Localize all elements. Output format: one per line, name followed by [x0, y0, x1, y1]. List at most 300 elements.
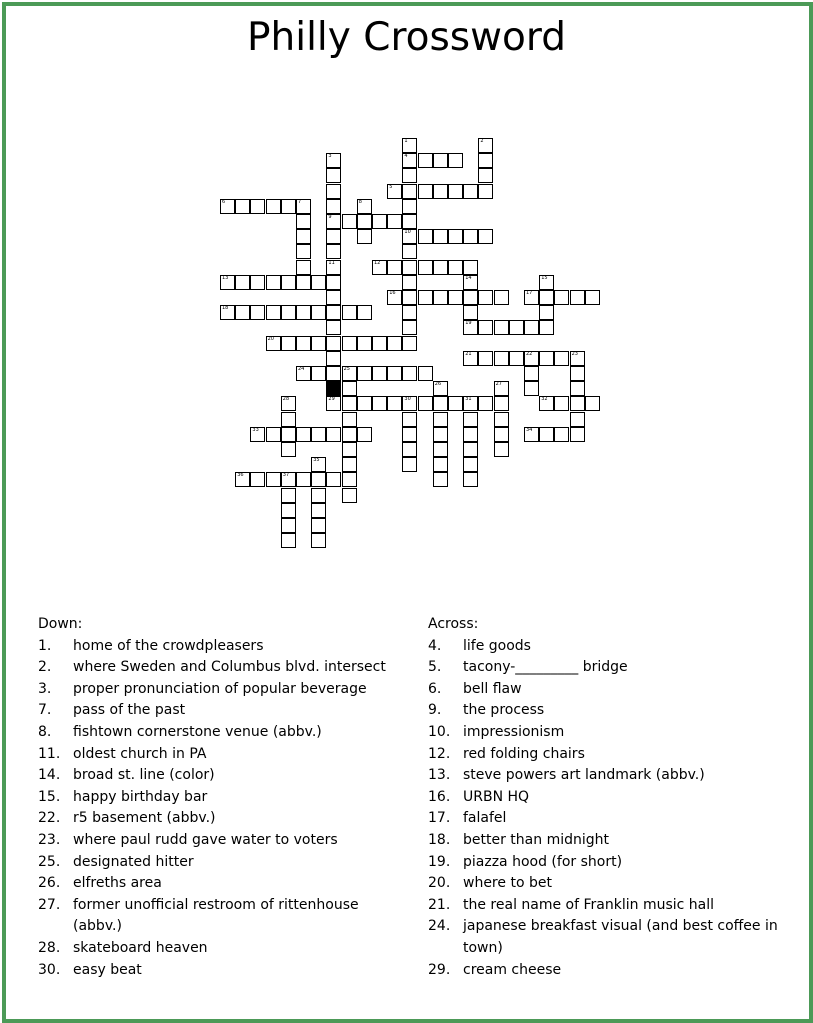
- grid-cell[interactable]: [418, 260, 433, 275]
- cell-number: 35: [313, 457, 320, 464]
- cell-number: 22: [526, 350, 533, 357]
- cell-number: 6: [222, 198, 226, 205]
- grid-cell[interactable]: [448, 396, 463, 411]
- grid-cell[interactable]: [554, 351, 569, 366]
- cell-number: 15: [541, 274, 548, 281]
- grid-cell[interactable]: [478, 168, 493, 183]
- grid-cell[interactable]: [494, 351, 509, 366]
- clue-number: 9.: [428, 702, 442, 719]
- grid-cell[interactable]: [402, 199, 417, 214]
- grid-cell[interactable]: [311, 305, 326, 320]
- grid-cell[interactable]: [326, 320, 341, 335]
- grid-cell[interactable]: [448, 290, 463, 305]
- cell-number: 17: [526, 290, 533, 296]
- grid-cell[interactable]: [326, 229, 341, 244]
- clue-text: steve powers art landmark (abbv.): [463, 767, 705, 784]
- clue-number: 10.: [428, 723, 451, 740]
- grid-cell[interactable]: [235, 199, 250, 214]
- clue-number: 18.: [428, 831, 451, 848]
- grid-cell[interactable]: [433, 184, 448, 199]
- clue-text: URBN HQ: [463, 788, 530, 805]
- grid-cell[interactable]: [372, 366, 387, 381]
- grid-cell[interactable]: [296, 275, 311, 290]
- down-clue: [38, 636, 408, 658]
- grid-cell[interactable]: [463, 320, 478, 335]
- clue-number: 20.: [428, 875, 451, 892]
- grid-cell[interactable]: [357, 305, 372, 320]
- grid-cell[interactable]: [326, 472, 341, 487]
- grid-cell[interactable]: [342, 366, 357, 381]
- cell-number: 23: [571, 350, 578, 357]
- grid-cell[interactable]: [402, 214, 417, 229]
- clue-number: 8.: [38, 723, 52, 740]
- grid-cell[interactable]: [387, 396, 402, 411]
- grid-cell[interactable]: [463, 396, 478, 411]
- grid-cell[interactable]: [494, 381, 509, 396]
- grid-cell[interactable]: [250, 427, 265, 442]
- grid-cell[interactable]: [357, 396, 372, 411]
- grid-cell[interactable]: [402, 138, 417, 153]
- grid-cell[interactable]: [433, 412, 448, 427]
- grid-cell[interactable]: [250, 472, 265, 487]
- clue-text: life goods: [463, 637, 531, 654]
- grid-cell[interactable]: [311, 503, 326, 518]
- down-clue: [38, 765, 408, 787]
- grid-cell[interactable]: [311, 336, 326, 351]
- clue-text: the process: [463, 702, 545, 719]
- cell-number: 4: [404, 153, 408, 160]
- grid-cell[interactable]: [418, 153, 433, 168]
- grid-cell[interactable]: [539, 427, 554, 442]
- grid-cell[interactable]: [342, 488, 357, 503]
- grid-cell[interactable]: [478, 184, 493, 199]
- grid-cell[interactable]: [266, 427, 281, 442]
- cell-number: 20: [267, 335, 274, 342]
- grid-cell[interactable]: [342, 472, 357, 487]
- across-clue: [428, 787, 778, 809]
- clue-text: r5 basement (abbv.): [73, 810, 216, 827]
- grid-cell[interactable]: [463, 427, 478, 442]
- grid-cell[interactable]: [281, 427, 296, 442]
- grid-cell[interactable]: [311, 366, 326, 381]
- grid-cell[interactable]: [296, 427, 311, 442]
- clue-number: 7.: [38, 702, 52, 719]
- grid-cell[interactable]: [448, 153, 463, 168]
- cell-number: 32: [541, 396, 548, 403]
- grid-cell[interactable]: [402, 336, 417, 351]
- grid-cell[interactable]: [357, 199, 372, 214]
- grid-cell[interactable]: [387, 366, 402, 381]
- grid-cell[interactable]: [433, 260, 448, 275]
- grid-cell[interactable]: [387, 184, 402, 199]
- grid-cell[interactable]: [478, 153, 493, 168]
- clue-number: 17.: [428, 810, 451, 827]
- grid-cell[interactable]: [539, 290, 554, 305]
- grid-cell[interactable]: [311, 533, 326, 548]
- grid-cell[interactable]: [539, 396, 554, 411]
- clue-text: happy birthday bar: [73, 788, 208, 805]
- grid-cell[interactable]: [418, 229, 433, 244]
- clue-text: where paul rudd gave water to voters: [73, 831, 338, 848]
- grid-cell[interactable]: [326, 214, 341, 229]
- grid-cell[interactable]: [296, 366, 311, 381]
- grid-cell[interactable]: [448, 229, 463, 244]
- grid-cell[interactable]: [433, 290, 448, 305]
- grid-cell[interactable]: [311, 275, 326, 290]
- grid-cell[interactable]: [570, 351, 585, 366]
- grid-cell[interactable]: [311, 427, 326, 442]
- grid-cell[interactable]: [281, 336, 296, 351]
- grid-cell[interactable]: [311, 472, 326, 487]
- grid-cell[interactable]: [357, 214, 372, 229]
- grid-cell[interactable]: [418, 184, 433, 199]
- grid-cell[interactable]: [433, 442, 448, 457]
- shaded-cell: [326, 381, 341, 396]
- grid-cell[interactable]: [296, 229, 311, 244]
- grid-cell[interactable]: [554, 427, 569, 442]
- across-clue: [428, 636, 778, 658]
- grid-cell[interactable]: [463, 275, 478, 290]
- grid-cell[interactable]: [402, 320, 417, 335]
- cell-number: 37: [282, 472, 290, 479]
- page-title: Philly Crossword: [247, 15, 566, 60]
- grid-cell[interactable]: [509, 351, 524, 366]
- grid-cell[interactable]: [281, 199, 296, 214]
- cell-number: 5: [389, 183, 393, 190]
- grid-cell[interactable]: [539, 320, 554, 335]
- clue-text: where Sweden and Columbus blvd. intersect: [73, 659, 386, 676]
- grid-cell[interactable]: [463, 290, 478, 305]
- grid-cell[interactable]: [463, 412, 478, 427]
- grid-cell[interactable]: [509, 320, 524, 335]
- clue-text: tacony-_________ bridge: [463, 659, 628, 676]
- grid-cell[interactable]: [326, 305, 341, 320]
- grid-cell[interactable]: [478, 138, 493, 153]
- grid-cell[interactable]: [570, 396, 585, 411]
- grid-cell[interactable]: [539, 305, 554, 320]
- down-clue: [38, 960, 408, 982]
- grid-cell[interactable]: [539, 351, 554, 366]
- grid-cell[interactable]: [585, 290, 600, 305]
- grid-cell[interactable]: [250, 305, 265, 320]
- grid-cell[interactable]: [250, 199, 265, 214]
- grid-cell[interactable]: [342, 412, 357, 427]
- grid-cell[interactable]: [463, 260, 478, 275]
- grid-cell[interactable]: [311, 488, 326, 503]
- grid-cell[interactable]: [250, 275, 265, 290]
- clue-number: 28.: [38, 939, 61, 956]
- grid-cell[interactable]: [585, 396, 600, 411]
- grid-cell[interactable]: [463, 442, 478, 457]
- grid-cell[interactable]: [494, 412, 509, 427]
- grid-cell[interactable]: [342, 457, 357, 472]
- grid-cell[interactable]: [463, 229, 478, 244]
- down-clue: [38, 657, 408, 679]
- grid-cell[interactable]: [478, 351, 493, 366]
- down-clue: [38, 895, 408, 938]
- down-clues: [38, 614, 408, 981]
- grid-cell[interactable]: [326, 366, 341, 381]
- clue-number: 24.: [428, 918, 451, 935]
- grid-cell[interactable]: [524, 290, 539, 305]
- cell-number: 2: [480, 138, 484, 144]
- grid-cell[interactable]: [570, 381, 585, 396]
- grid-cell[interactable]: [463, 472, 478, 487]
- grid-cell[interactable]: [402, 290, 417, 305]
- grid-cell[interactable]: [281, 533, 296, 548]
- across-clue: [428, 852, 778, 874]
- grid-cell[interactable]: [326, 199, 341, 214]
- grid-cell[interactable]: [296, 199, 311, 214]
- grid-cell[interactable]: [524, 320, 539, 335]
- cell-number: 31: [465, 396, 472, 403]
- grid-cell[interactable]: [326, 244, 341, 259]
- grid-cell[interactable]: [402, 153, 417, 168]
- grid-cell[interactable]: [524, 351, 539, 366]
- grid-cell[interactable]: [342, 214, 357, 229]
- grid-cell[interactable]: [402, 244, 417, 259]
- clue-number: 30.: [38, 961, 61, 978]
- grid-cell[interactable]: [570, 366, 585, 381]
- grid-cell[interactable]: [266, 305, 281, 320]
- clue-number: 15.: [38, 788, 61, 805]
- grid-cell[interactable]: [494, 442, 509, 457]
- grid-cell[interactable]: [372, 336, 387, 351]
- grid-cell[interactable]: [448, 260, 463, 275]
- grid-cell[interactable]: [539, 275, 554, 290]
- clue-text: falafel: [463, 810, 507, 827]
- grid-cell[interactable]: [433, 381, 448, 396]
- grid-cell[interactable]: [418, 366, 433, 381]
- grid-cell[interactable]: [402, 305, 417, 320]
- clue-text: cream cheese: [463, 961, 562, 978]
- grid-cell[interactable]: [418, 290, 433, 305]
- grid-cell[interactable]: [326, 184, 341, 199]
- grid-cell[interactable]: [372, 260, 387, 275]
- across-clue: [428, 808, 778, 830]
- grid-cell[interactable]: [296, 336, 311, 351]
- grid-cell[interactable]: [357, 427, 372, 442]
- grid-cell[interactable]: [311, 518, 326, 533]
- grid-cell[interactable]: [281, 305, 296, 320]
- grid-cell[interactable]: [281, 396, 296, 411]
- grid-cell[interactable]: [326, 396, 341, 411]
- down-clue: [38, 938, 408, 960]
- clue-number: 27.: [38, 896, 61, 913]
- grid-cell[interactable]: [296, 472, 311, 487]
- across-clue: [428, 830, 778, 852]
- grid-cell[interactable]: [326, 168, 341, 183]
- cell-number: 18: [222, 305, 229, 312]
- grid-cell[interactable]: [281, 503, 296, 518]
- down-header: Down:: [38, 616, 83, 632]
- grid-cell[interactable]: [387, 290, 402, 305]
- grid-cell[interactable]: [326, 351, 341, 366]
- grid-cell[interactable]: [326, 153, 341, 168]
- clue-number: 16.: [428, 788, 451, 805]
- grid-cell[interactable]: [433, 457, 448, 472]
- grid-cell[interactable]: [402, 427, 417, 442]
- grid-cell[interactable]: [524, 427, 539, 442]
- clue-number: 23.: [38, 831, 61, 848]
- down-clue: [38, 808, 408, 830]
- grid-cell[interactable]: [402, 260, 417, 275]
- grid-cell[interactable]: [402, 168, 417, 183]
- grid-cell[interactable]: [220, 199, 235, 214]
- grid-cell[interactable]: [342, 396, 357, 411]
- grid-cell[interactable]: [478, 290, 493, 305]
- cell-number: 33: [252, 426, 259, 433]
- grid-cell[interactable]: [266, 275, 281, 290]
- cell-number: 25: [343, 366, 350, 372]
- clue-text: proper pronunciation of popular beverage: [73, 680, 367, 697]
- grid-cell[interactable]: [372, 396, 387, 411]
- down-clue: [38, 679, 408, 701]
- grid-cell[interactable]: [311, 457, 326, 472]
- grid-cell[interactable]: [326, 336, 341, 351]
- grid-cell[interactable]: [463, 351, 478, 366]
- cell-number: 19: [465, 320, 472, 327]
- grid-cell[interactable]: [235, 472, 250, 487]
- clue-text: impressionism: [463, 723, 565, 740]
- grid-cell[interactable]: [433, 472, 448, 487]
- grid-cell[interactable]: [554, 290, 569, 305]
- grid-cell[interactable]: [266, 199, 281, 214]
- clue-number: 1.: [38, 637, 52, 654]
- grid-cell[interactable]: [296, 214, 311, 229]
- grid-cell[interactable]: [220, 305, 235, 320]
- grid-cell[interactable]: [296, 260, 311, 275]
- grid-cell[interactable]: [494, 290, 509, 305]
- cell-number: 34: [526, 426, 533, 433]
- grid-cell[interactable]: [281, 518, 296, 533]
- grid-cell[interactable]: [235, 305, 250, 320]
- clue-text: elfreths area: [73, 875, 162, 892]
- cell-number: 1: [404, 138, 408, 144]
- grid-cell[interactable]: [402, 396, 417, 411]
- grid-cell[interactable]: [478, 396, 493, 411]
- cell-number: 26: [434, 381, 442, 388]
- grid-cell[interactable]: [235, 275, 250, 290]
- clue-text: the real name of Franklin music hall: [463, 896, 715, 913]
- grid-cell[interactable]: [387, 260, 402, 275]
- cell-number: 7: [298, 198, 302, 205]
- grid-cell[interactable]: [387, 336, 402, 351]
- grid-cell[interactable]: [478, 320, 493, 335]
- grid-cell[interactable]: [357, 229, 372, 244]
- grid-cell[interactable]: [402, 442, 417, 457]
- grid-cell[interactable]: [372, 214, 387, 229]
- grid-cell[interactable]: [402, 457, 417, 472]
- grid-cell[interactable]: [402, 229, 417, 244]
- clue-number: 12.: [428, 745, 451, 762]
- grid-cell[interactable]: [433, 396, 448, 411]
- grid-cell[interactable]: [570, 412, 585, 427]
- across-clue: [428, 744, 778, 766]
- grid-cell[interactable]: [326, 275, 341, 290]
- clue-text: pass of the past: [73, 702, 186, 719]
- grid-cell[interactable]: [326, 290, 341, 305]
- grid-cell[interactable]: [357, 336, 372, 351]
- grid-cell[interactable]: [220, 275, 235, 290]
- grid-cell[interactable]: [402, 184, 417, 199]
- grid-cell[interactable]: [463, 457, 478, 472]
- clue-text: piazza hood (for short): [463, 853, 623, 870]
- grid-cell[interactable]: [554, 396, 569, 411]
- clue-number: 5.: [428, 659, 442, 676]
- grid-cell[interactable]: [326, 427, 341, 442]
- down-clue: [38, 852, 408, 874]
- grid-cell[interactable]: [281, 472, 296, 487]
- clue-text: broad st. line (color): [73, 767, 215, 784]
- down-clue: [38, 744, 408, 766]
- grid-cell[interactable]: [296, 305, 311, 320]
- grid-cell[interactable]: [494, 396, 509, 411]
- grid-cell[interactable]: [433, 229, 448, 244]
- grid-cell[interactable]: [418, 396, 433, 411]
- clue-text: former unofficial restroom of rittenhouse (abbv.): [73, 896, 359, 935]
- grid-cell[interactable]: [357, 366, 372, 381]
- grid-cell[interactable]: [402, 366, 417, 381]
- grid-cell[interactable]: [524, 366, 539, 381]
- cell-number: 10: [404, 229, 411, 236]
- across-clue: [428, 700, 778, 722]
- clue-text: where to bet: [463, 875, 552, 892]
- grid-cell[interactable]: [281, 442, 296, 457]
- grid-cell[interactable]: [570, 290, 585, 305]
- clue-text: japanese breakfast visual (and best coffee in town): [463, 918, 778, 956]
- grid-cell[interactable]: [281, 275, 296, 290]
- cell-number: 28: [282, 396, 290, 403]
- grid-cell[interactable]: [326, 260, 341, 275]
- grid-cell[interactable]: [281, 488, 296, 503]
- clue-text: fishtown cornerstone venue (abbv.): [73, 723, 322, 740]
- grid-cell[interactable]: [402, 412, 417, 427]
- clue-number: 29.: [428, 961, 451, 978]
- grid-cell[interactable]: [433, 153, 448, 168]
- grid-cell[interactable]: [433, 427, 448, 442]
- grid-cell[interactable]: [342, 442, 357, 457]
- grid-cell[interactable]: [387, 214, 402, 229]
- grid-cell[interactable]: [266, 336, 281, 351]
- clue-number: 11.: [38, 745, 61, 762]
- grid-cell[interactable]: [570, 427, 585, 442]
- grid-cell[interactable]: [342, 381, 357, 396]
- grid-cell[interactable]: [494, 427, 509, 442]
- grid-cell[interactable]: [402, 275, 417, 290]
- cell-number: 36: [237, 472, 244, 479]
- grid-cell[interactable]: [281, 412, 296, 427]
- grid-cell[interactable]: [463, 184, 478, 199]
- down-clue: [38, 873, 408, 895]
- grid-cell[interactable]: [266, 472, 281, 487]
- grid-cell[interactable]: [342, 305, 357, 320]
- grid-cell[interactable]: [342, 427, 357, 442]
- grid-cell[interactable]: [342, 336, 357, 351]
- grid-cell[interactable]: [478, 229, 493, 244]
- clue-number: 6.: [428, 680, 442, 697]
- grid-cell[interactable]: [296, 244, 311, 259]
- cell-number: 14: [465, 274, 472, 281]
- grid-cell[interactable]: [463, 305, 478, 320]
- cell-number: 16: [389, 290, 396, 296]
- clue-number: 22.: [38, 810, 61, 827]
- across-clue: [428, 895, 778, 917]
- cell-number: 8: [358, 198, 362, 205]
- grid-cell[interactable]: [524, 381, 539, 396]
- grid-cell[interactable]: [448, 184, 463, 199]
- grid-cell[interactable]: [494, 320, 509, 335]
